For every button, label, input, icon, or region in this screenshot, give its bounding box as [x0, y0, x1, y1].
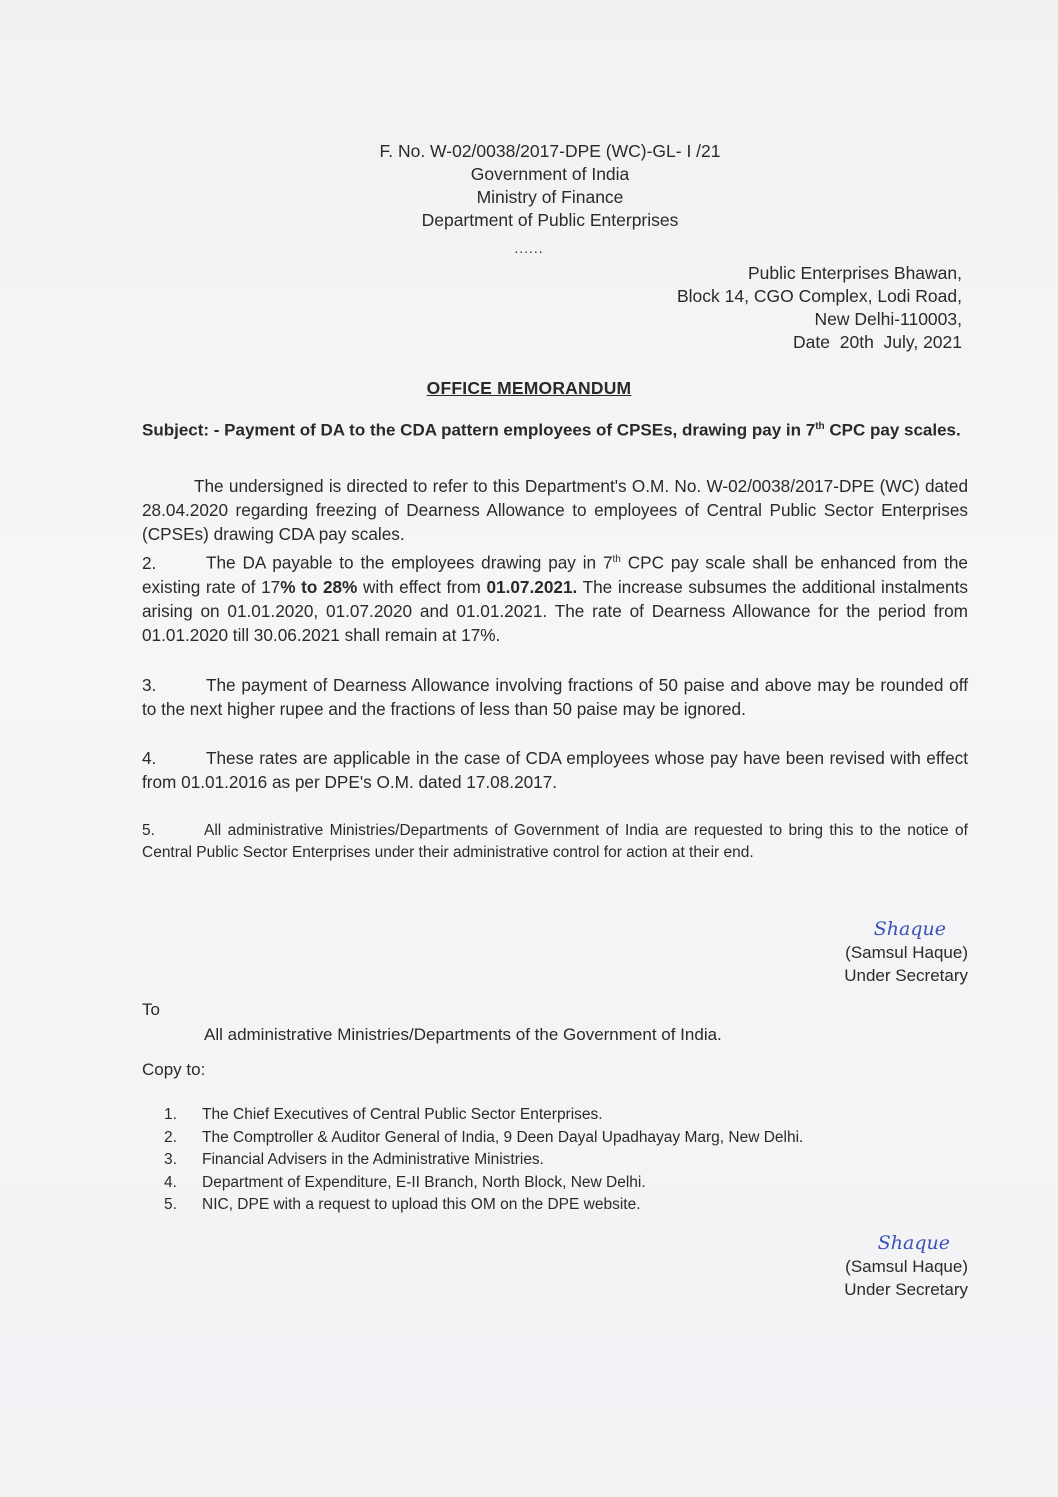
paragraph-2-number: 2. — [142, 552, 157, 573]
list-item — [164, 1127, 984, 1150]
list-item — [164, 1149, 984, 1172]
copy-to-list — [164, 1104, 984, 1217]
list-item-text: Financial Advisers in the Administrative Ministries. — [202, 1151, 544, 1168]
letter-header — [300, 140, 800, 232]
department-name: Department of Public Enterprises — [421, 210, 679, 230]
paragraph-4-number: 4. — [142, 748, 157, 768]
subject-superscript: th — [815, 421, 825, 432]
paragraph-2-text-d: The increase subsumes the additional instalments arising on 01.01.2020, 01.07.2020 and 01.01.2021. The rate of Dearness Allowance for the period from 01.01.2020 till 30.06.2021 shall remain at 17%. — [142, 576, 968, 646]
paragraph-1: The undersigned is directed to refer to this Department's O.M. No. W-02/0038/2017-DPE (WC) dated 28.04.2020 regarding freezing of Dearness Allowance to employees of Central Public Sector Enterprises (CPSEs) drawing CDA pay scales. — [142, 476, 968, 545]
list-item-number: 2. — [164, 1128, 177, 1146]
header-separator: ...... — [514, 240, 544, 256]
paragraph-3-text: The payment of Dearness Allowance involving fractions of 50 paise and above may be rounded off to the next higher rupee and the fractions of less than 50 paise may be ignored. — [142, 675, 968, 720]
paragraph-4-text: These rates are applicable in the case of CDA employees whose pay have been revised with effect from 01.01.2016 as per DPE's O.M. dated 17.08.2017. — [142, 748, 968, 793]
paragraph-5-text: All administrative Ministries/Departments of Government of India are requested to bring this to the notice of Central Public Sector Enterprises under their administrative control for action at their end. — [142, 822, 968, 861]
list-item-text: The Chief Executives of Central Public Sector Enterprises. — [202, 1106, 603, 1123]
paragraph-5-number: 5. — [142, 822, 155, 839]
paragraph-2 — [142, 548, 968, 648]
paragraph-2-text-a: The DA payable to the employees drawing pay in 7 — [206, 552, 613, 573]
da-rate-change: % to 28% — [280, 576, 358, 597]
paragraph-4 — [142, 746, 968, 794]
signatory-designation: Under Secretary — [844, 966, 968, 985]
paragraph-2-text-b: CPC pay scale shall be enhanced from the existing rate of 17 — [142, 552, 968, 597]
to-label: To — [142, 1000, 160, 1019]
paragraph-2-text-c: with effect from — [357, 576, 487, 597]
paragraph-5 — [142, 820, 968, 864]
paragraph-3 — [142, 673, 968, 721]
list-item-text: Department of Expenditure, E-II Branch, North Block, New Delhi. — [202, 1173, 646, 1191]
signature-block-1 — [708, 918, 968, 987]
government-name: Government of India — [470, 164, 630, 184]
list-item-number: 1. — [164, 1106, 177, 1123]
memo-title: OFFICE MEMORANDUM — [426, 378, 632, 398]
subject-text: Subject: - Payment of DA to the CDA pattern employees of CPSEs, drawing pay in 7 — [142, 420, 816, 440]
list-item — [164, 1172, 984, 1195]
signature-mark: Shaque — [873, 918, 946, 940]
list-item — [164, 1194, 984, 1217]
address-block — [542, 262, 962, 354]
list-item-number: 3. — [164, 1151, 177, 1168]
file-number: F. No. W-02/0038/2017-DPE (WC)-GL- I /21 — [379, 141, 721, 161]
signature-block-2 — [708, 1232, 968, 1301]
list-item-text: NIC, DPE with a request to upload this OM on the DPE website. — [202, 1196, 641, 1213]
address-line-2: Block 14, CGO Complex, Lodi Road, — [677, 286, 962, 306]
signatory-designation: Under Secretary — [844, 1280, 968, 1299]
list-item-number: 5. — [164, 1196, 177, 1213]
ministry-name: Ministry of Finance — [476, 187, 624, 207]
copy-to-label: Copy to: — [142, 1060, 206, 1079]
address-line-3: New Delhi-110003, — [814, 309, 962, 329]
paragraph-3-number: 3. — [142, 675, 157, 695]
subject-suffix: CPC pay scales. — [824, 420, 961, 440]
to-recipient: All administrative Ministries/Departments of the Government of India. — [204, 1025, 722, 1044]
signatory-name: (Samsul Haque) — [845, 943, 968, 962]
list-item-text: The Comptroller & Auditor General of India, 9 Deen Dayal Upadhayay Marg, New Delhi. — [202, 1128, 804, 1146]
list-item — [164, 1104, 984, 1127]
signature-mark: Shaque — [877, 1232, 950, 1254]
list-item-number: 4. — [164, 1173, 177, 1191]
memo-date: Date 20th July, 2021 — [793, 332, 962, 352]
effective-date: 01.07.2021. — [486, 576, 578, 597]
memo-subject — [142, 416, 968, 442]
paragraph-2-superscript: th — [612, 554, 621, 565]
address-line-1: Public Enterprises Bhawan, — [748, 263, 962, 283]
signatory-name: (Samsul Haque) — [845, 1257, 968, 1276]
